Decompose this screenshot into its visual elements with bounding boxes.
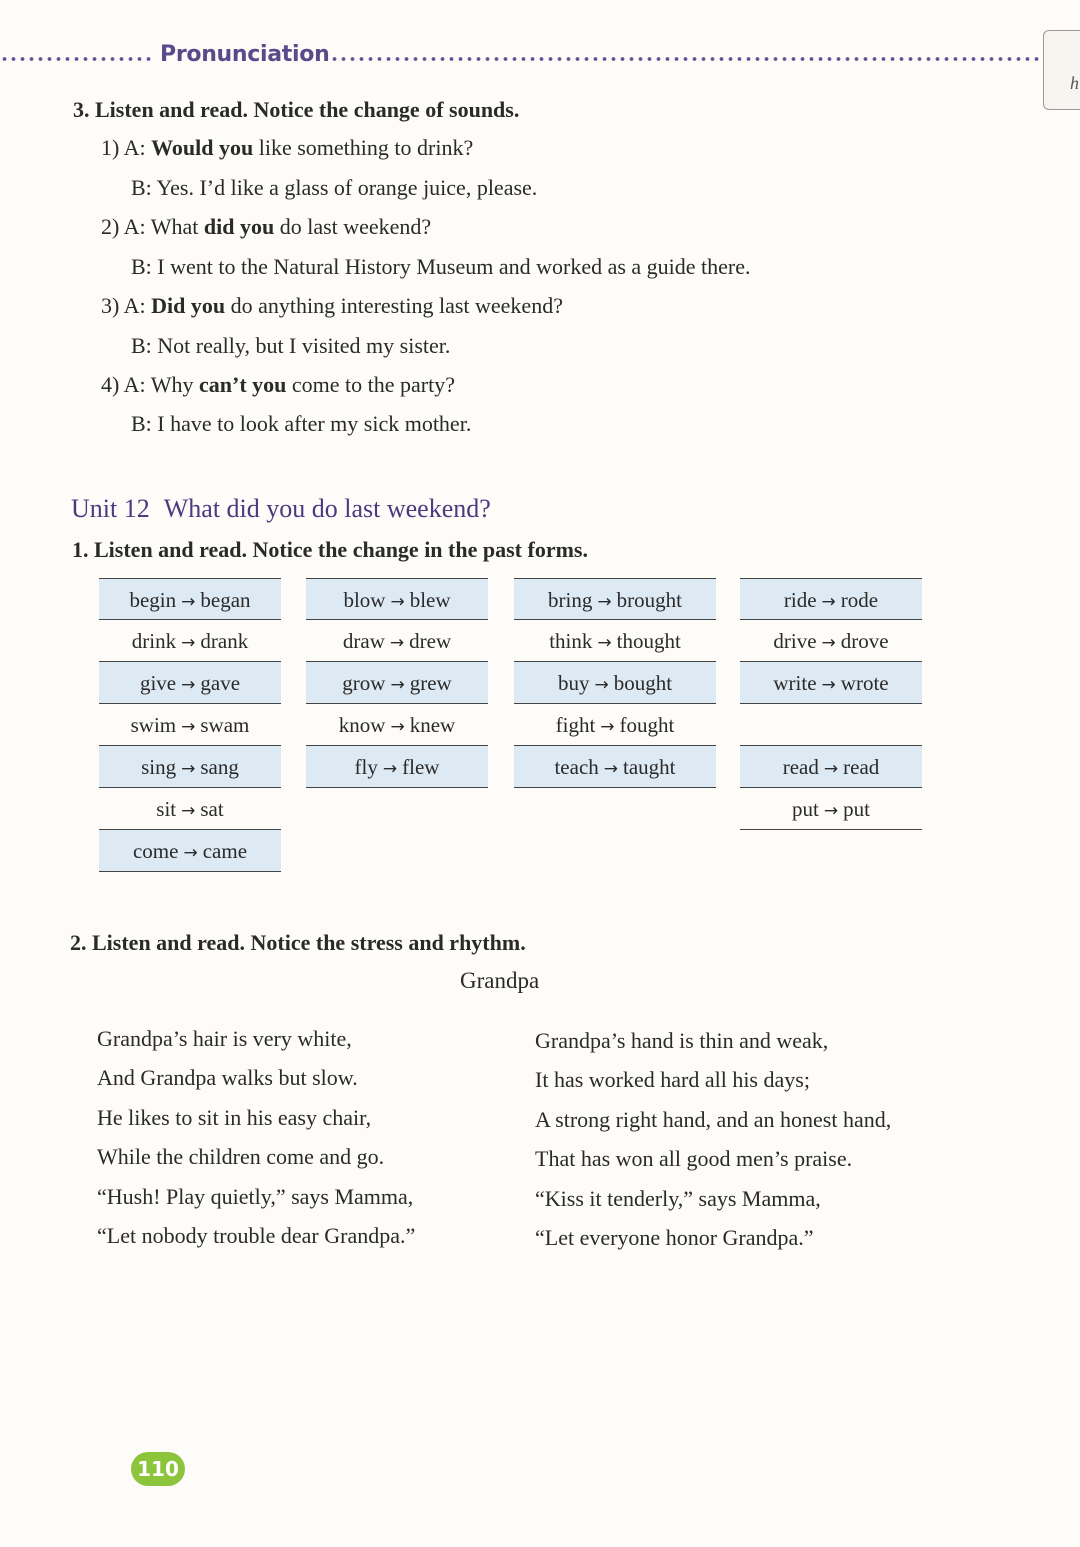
arrow-right-icon: → [181,633,196,653]
arrow-right-icon: → [821,675,836,695]
verb-pair [99,578,281,620]
verb-past: sat [200,797,224,821]
arrow-right-icon: → [183,843,198,863]
verb-pair [306,620,488,662]
arrow-right-icon: → [181,759,196,779]
verb-present: swim [130,713,177,737]
dialogue-a-post: come to the party? [286,372,455,397]
arrow-right-icon: → [181,675,196,695]
verb-pair [99,830,281,872]
verb-present: begin [129,588,177,612]
verb-pair [99,746,281,788]
verb-past: drove [840,629,889,653]
arrow-right-icon: → [823,801,839,821]
arrow-right-icon: → [181,717,196,737]
dotted-rule-left [0,56,155,62]
verb-present: bring [548,588,593,612]
verb-present: know [338,713,386,737]
dialogue-1-b: B: Yes. I’d like a glass of orange juice, please. [131,175,538,200]
dialogue-4-a [101,372,455,398]
dialogue-a-post: like something to drink? [253,135,474,160]
verb-past: fought [619,713,675,737]
poem-line: That has won all good men’s praise. [535,1146,853,1172]
exercise-3-title: 3. Listen and read. Notice the change of sounds. [73,97,520,122]
dialogue-2-a [101,214,431,240]
verb-past: bought [613,671,673,695]
verb-pair [99,662,281,704]
unit-heading [71,494,491,524]
poem-line: While the children come and go. [97,1144,385,1170]
arrow-right-icon: → [181,592,196,612]
verb-present: put [792,797,819,821]
dialogue-a-post: do last weekend? [274,214,432,239]
dialogue-a-pre: A: Why [123,372,199,397]
page-number-badge: 110 [131,1452,185,1486]
unit-number: Unit 12 [71,494,150,523]
verb-past: rode [840,588,879,612]
verb-pair [306,704,488,746]
verb-pair [740,620,922,662]
verb-pair [740,746,922,788]
verb-past: blew [409,588,451,612]
verb-column-3 [514,578,716,788]
verb-pair [99,704,281,746]
dialogue-3-b: B: Not really, but I visited my sister. [131,333,451,358]
poem-line: He likes to sit in his easy chair, [97,1104,372,1130]
verb-pair [99,788,281,830]
verb-present: draw [342,629,385,653]
verb-present: buy [557,671,590,695]
poem-right-stanza [535,1026,891,1262]
verb-past: came [202,839,248,863]
dialogue-number: 1) [101,135,120,160]
arrow-right-icon: → [823,759,839,779]
arrow-right-icon: → [597,592,612,612]
verb-pair-empty [740,704,922,746]
dialogue-number: 2) [101,214,120,239]
verb-present: sit [156,797,177,821]
exercise-1-title: 1. Listen and read. Notice the change in the past forms. [72,537,588,562]
verb-present: blow [343,588,386,612]
verb-present: drink [131,629,177,653]
arrow-right-icon: → [390,717,405,737]
dialogue-a-post: do anything interesting last weekend? [225,293,563,318]
dialogue-a-bold: Did you [151,293,226,318]
verb-pair [306,746,488,788]
verb-past: thought [616,629,681,653]
section-header [0,40,1080,93]
dialogue-4-b: B: I have to look after my sick mother. [131,411,472,436]
verb-present: read [782,755,819,779]
verb-past: knew [409,713,456,737]
verb-past: taught [623,755,676,779]
poem-line: It has worked hard all his days; [535,1067,810,1093]
arrow-right-icon: → [181,801,196,821]
section-title: Pronunciation [160,42,330,67]
verb-pair [740,662,922,704]
verb-pair [514,662,716,704]
verb-pair [514,704,716,746]
arrow-right-icon: → [821,633,836,653]
poem-line: “Let everyone honor Grandpa.” [535,1224,814,1250]
dialogue-number: 4) [101,372,120,397]
verb-pair [514,620,716,662]
verb-present: sing [141,755,177,779]
dialogue-1-a [101,135,473,161]
verb-present: think [549,629,593,653]
dialogue-a-bold: did you [203,214,275,239]
verb-pair [514,578,716,620]
poem-line: And Grandpa walks but slow. [97,1065,358,1091]
verb-past: swam [200,713,250,737]
poem-line: Grandpa’s hair is very white, [97,1026,352,1051]
poem-line: A strong right hand, and an honest hand, [535,1106,892,1132]
verb-column-4 [740,578,922,830]
arrow-right-icon: → [389,633,405,653]
dialogue-a-pre: A: [123,293,152,318]
poem-line: “Let nobody trouble dear Grandpa.” [97,1222,416,1248]
arrow-right-icon: → [390,675,405,695]
page-tab-letter: h [1070,73,1079,93]
poem-title: Grandpa [460,968,540,993]
verb-past: flew [402,755,440,779]
poem-line: “Kiss it tenderly,” says Mamma, [535,1185,821,1211]
verb-past: drew [409,629,452,653]
verb-present: fly [354,755,378,779]
dialogue-a-pre: A: [123,135,152,160]
dialogue-3-a [101,293,563,319]
verb-pair [740,578,922,620]
arrow-right-icon: → [821,592,836,612]
unit-title: What did you do last weekend? [163,494,491,523]
verb-present: teach [554,755,599,779]
poem-line: “Hush! Play quietly,” says Mamma, [97,1183,414,1209]
verb-past: brought [616,588,682,612]
dialogue-a-bold: Would you [151,135,254,160]
verb-pair [99,620,281,662]
verb-past: began [200,588,251,612]
verb-pair [306,662,488,704]
poem-line: Grandpa’s hand is thin and weak, [535,1028,829,1053]
arrow-right-icon: → [382,759,398,779]
verb-present: come [132,839,179,863]
arrow-right-icon: → [597,633,612,653]
verb-present: ride [783,588,817,612]
arrow-right-icon: → [594,675,609,695]
verb-past: drank [200,629,249,653]
page-edge-tab [1043,30,1080,110]
verb-present: fight [555,713,596,737]
arrow-right-icon: → [600,717,615,737]
verb-present: write [773,671,817,695]
verb-past: read [843,755,880,779]
verb-present: grow [342,671,386,695]
verb-present: give [139,671,177,695]
verb-pair [514,746,716,788]
verb-past: sang [200,755,239,779]
dialogue-a-bold: can’t you [199,372,287,397]
dialogue-number: 3) [101,293,120,318]
dialogue-a-pre: A: What [123,214,204,239]
verb-past: put [843,797,870,821]
dotted-rule-right [330,56,1060,62]
verb-pair [740,788,922,830]
verb-pair [306,578,488,620]
verb-past: wrote [840,671,889,695]
verb-past: gave [200,671,241,695]
poem-left-stanza [97,1024,415,1260]
arrow-right-icon: → [390,592,405,612]
dialogue-2-b: B: I went to the Natural History Museum and worked as a guide there. [131,254,751,279]
verb-present: drive [773,629,817,653]
verb-column-1 [99,578,281,872]
exercise-2-title: 2. Listen and read. Notice the stress and rhythm. [70,930,526,955]
verb-column-2 [306,578,488,788]
arrow-right-icon: → [603,759,619,779]
verb-past: grew [409,671,452,695]
